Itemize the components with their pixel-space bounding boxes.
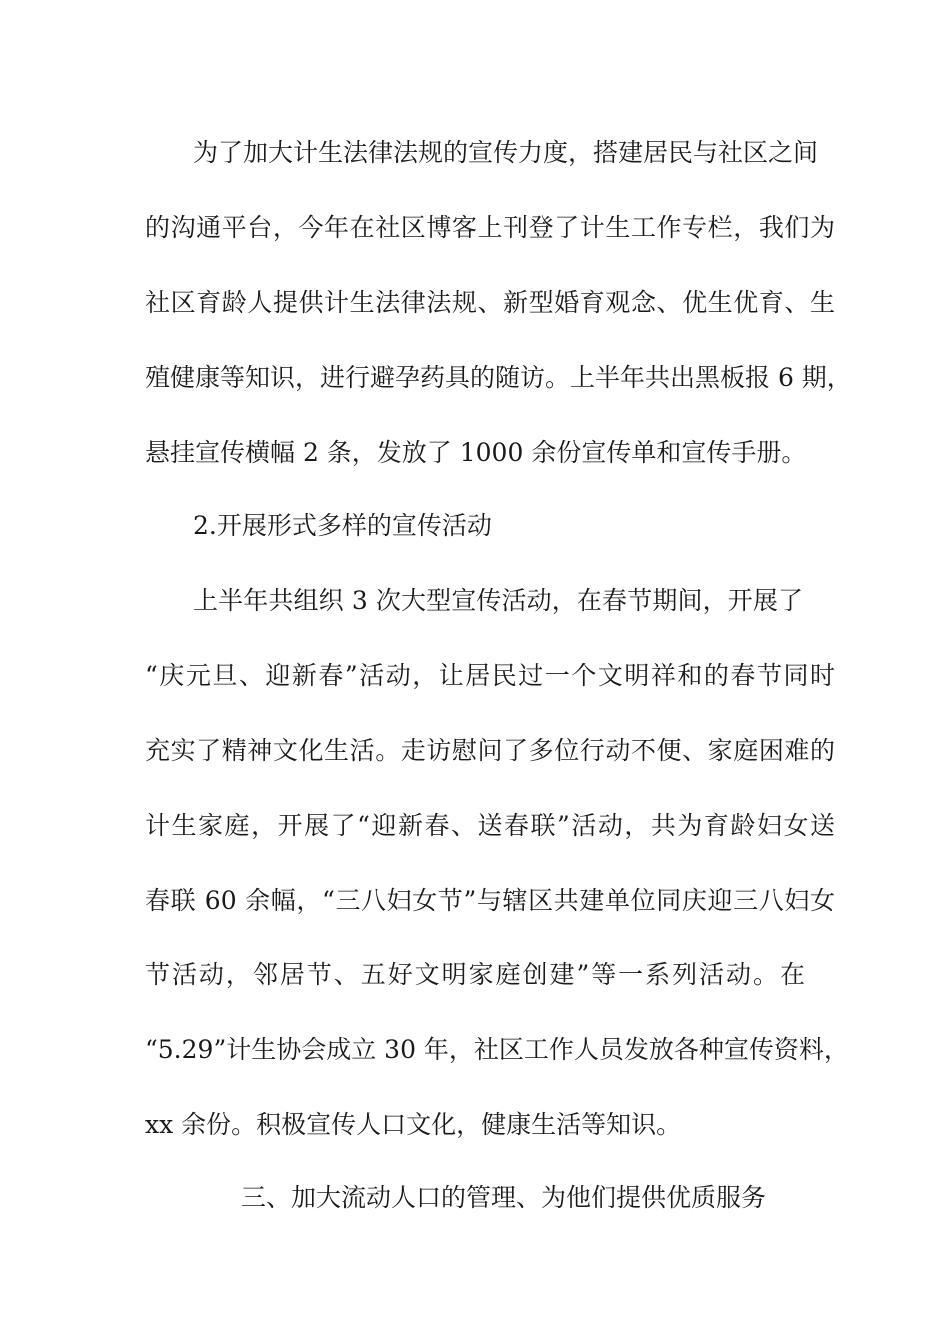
paragraph-1-line-3: 社区育龄人提供计生法律法规、新型婚育观念、优生优育、生	[145, 288, 835, 317]
paragraph-2-line-8: xx 余份。积极宣传人口文化，健康生活等知识。	[145, 1110, 682, 1139]
paragraph-2-line-2: “庆元旦、迎新春”活动，让居民过一个文明祥和的春节同时	[145, 661, 835, 690]
paragraph-2-line-5: 春联 60 余幅，“三八妇女节”与辖区共建单位同庆迎三八妇女	[145, 886, 835, 915]
section-heading-3: 三、加大流动人口的管理、为他们提供优质服务	[241, 1183, 767, 1212]
paragraph-1-line-5: 悬挂宣传横幅 2 条，发放了 1000 余份宣传单和宣传手册。	[145, 438, 807, 467]
paragraph-2-line-6: 节活动，邻居节、五好文明家庭创建”等一系列活动。在	[145, 960, 805, 989]
paragraph-2-line-3: 充实了精神文化生活。走访慰问了多位行动不便、家庭困难的	[145, 736, 835, 765]
paragraph-2-line-4: 计生家庭，开展了“迎新春、送春联”活动，共为育龄妇女送	[145, 811, 835, 840]
paragraph-2-line-1: 上半年共组织 3 次大型宣传活动，在春节期间，开展了	[193, 586, 803, 615]
section-heading-2: 2.开展形式多样的宣传活动	[193, 511, 492, 540]
paragraph-1-line-1: 为了加大计生法律法规的宣传力度，搭建居民与社区之间	[193, 138, 819, 167]
paragraph-2-line-7: “5.29”计生协会成立 30 年，社区工作人员发放各种宣传资料，	[145, 1035, 849, 1064]
paragraph-1-line-2: 的沟通平台，今年在社区博客上刊登了计生工作专栏，我们为	[145, 213, 835, 242]
paragraph-1-line-4: 殖健康等知识，进行避孕药具的随访。上半年共出黑板报 6 期，	[145, 363, 852, 392]
